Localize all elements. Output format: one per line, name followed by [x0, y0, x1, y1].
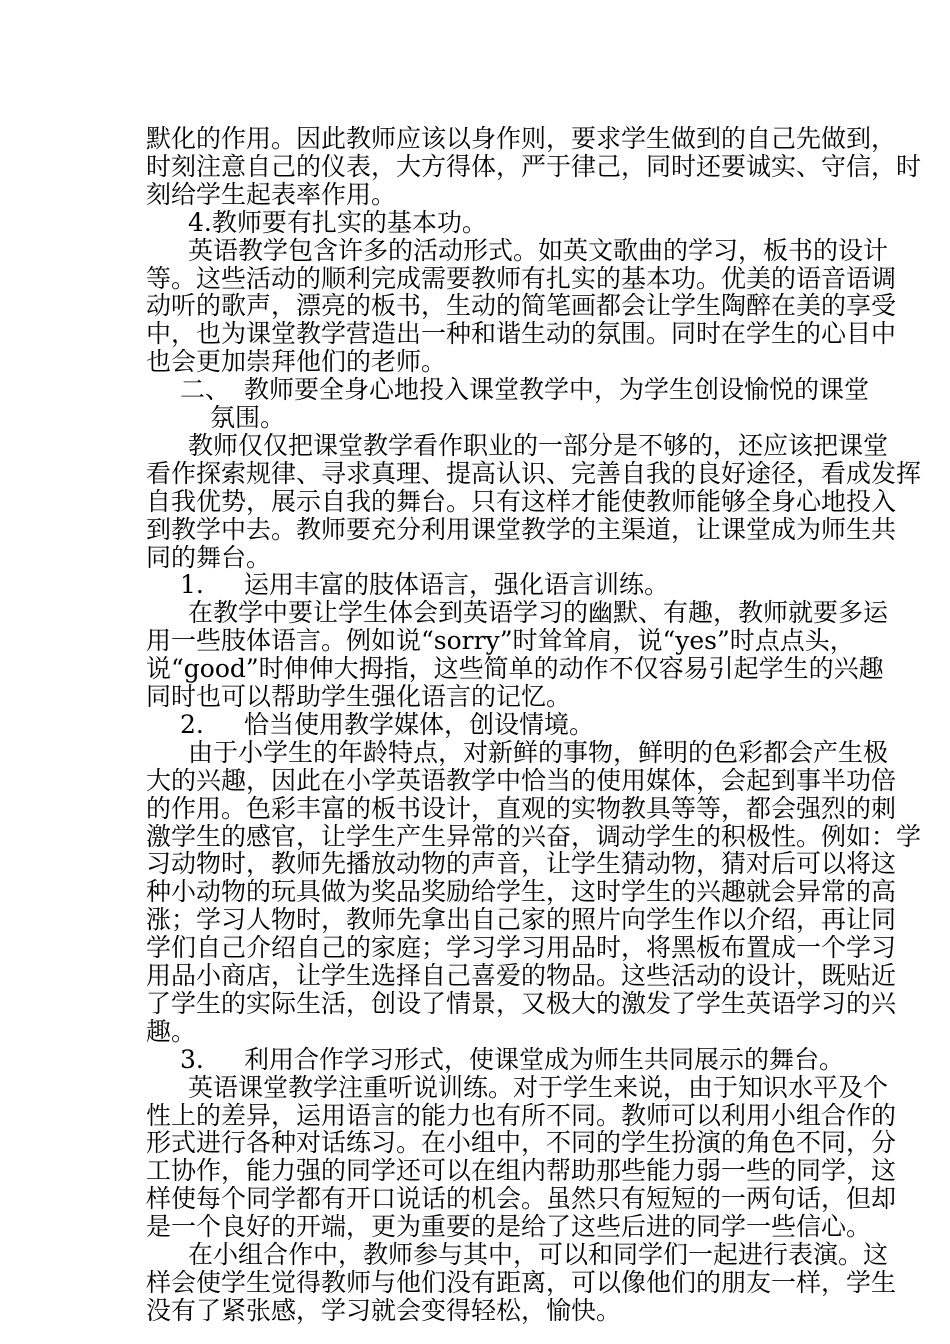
paragraph-line: 在教学中要让学生体会到英语学习的幽默、有趣，教师就要多运 [188, 598, 889, 628]
section-heading: 氛围。 [210, 403, 286, 432]
paragraph-line: 没有了紧张感，学习就会变得轻松，愉快。 [146, 1295, 622, 1325]
paragraph-line: 学们自己介绍自己的家庭；学习学习用品时，将黑板布置成一个学习 [146, 933, 897, 963]
paragraph-line: 样使每个同学都有开口说话的机会。虽然只有短短的一两句话，但却 [146, 1184, 897, 1214]
paragraph-line: 了学生的实际生活，创设了情景，又极大的激发了学生英语学习的兴 [146, 988, 897, 1018]
paragraph-line: 中，也为课堂教学营造出一种和谐生动的氛围。同时在学生的心目中 [146, 319, 897, 349]
paragraph-line: 刻给学生起表率作用。 [146, 179, 397, 209]
paragraph-line: 用品小商店，让学生选择自己喜爱的物品。这些活动的设计，既贴近 [146, 961, 897, 990]
section-heading: 运用丰富的肢体语言，强化语言训练。 [244, 570, 670, 600]
paragraph-line: 英语课堂教学注重听说训练。对于学生来说，由于知识水平及个 [188, 1072, 889, 1102]
paragraph-line: 习动物时，教师先播放动物的声音，让学生猜动物，猜对后可以将这 [146, 849, 897, 879]
paragraph-line: 英语教学包含许多的活动形式。如英文歌曲的学习，板书的设计 [188, 235, 889, 265]
paragraph-line: 也会更加崇拜他们的老师。 [146, 347, 447, 377]
section-heading: 4.教师要有扎实的基本功。 [188, 207, 487, 237]
paragraph-line: 同的舞台。 [146, 542, 272, 572]
paragraph-line: 默化的作用。因此教师应该以身作则，要求学生做到的自己先做到， [146, 124, 897, 153]
section-heading: 教师要全身心地投入课堂教学中，为学生创设愉悦的课堂 [244, 375, 870, 405]
paragraph-line: 用一些肢体语言。例如说“sorry”时耸耸肩，说“yes”时点点头， [146, 626, 855, 656]
paragraph-line: 形式进行各种对话练习。在小组中，不同的学生扮演的角色不同，分 [146, 1128, 897, 1158]
paragraph-line: 自我优势，展示自我的舞台。只有这样才能使教师能够全身心地投入 [146, 486, 897, 516]
section-heading: 利用合作学习形式，使课堂成为师生共同展示的舞台。 [244, 1044, 845, 1074]
paragraph-line: 大的兴趣，因此在小学英语教学中恰当的使用媒体，会起到事半功倍 [146, 765, 897, 795]
paragraph-line: 看作探索规律、寻求真理、提高认识、完善自我的良好途径，看成发挥 [146, 458, 922, 488]
paragraph-line: 同时也可以帮助学生强化语言的记忆。 [146, 682, 572, 711]
paragraph-line: 趣。 [146, 1016, 197, 1046]
paragraph-line: 涨；学习人物时，教师先拿出自己家的照片向学生作以介绍，再让同 [146, 905, 897, 935]
paragraph-line: 等。这些活动的顺利完成需要教师有扎实的基本功。优美的语音语调 [146, 263, 897, 293]
paragraph-line: 到教学中去。教师要充分利用课堂教学的主渠道，让课堂成为师生共 [146, 514, 897, 544]
section-number: 3. [180, 1044, 204, 1074]
paragraph-line: 说“good”时伸伸大拇指，这些简单的动作不仅容易引起学生的兴趣 [146, 654, 884, 684]
paragraph-line: 是一个良好的开端，更为重要的是给了这些后进的同学一些信心。 [146, 1212, 872, 1242]
section-number: 二、 [180, 375, 231, 405]
paragraph-line: 样会使学生觉得教师与他们没有距离，可以像他们的朋友一样，学生 [146, 1267, 897, 1297]
section-heading: 恰当使用教学媒体，创设情境。 [244, 709, 595, 739]
paragraph-line: 时刻注意自己的仪表，大方得体，严于律己，同时还要诚实、守信，时 [146, 151, 922, 181]
paragraph-line: 由于小学生的年龄特点，对新鲜的事物，鲜明的色彩都会产生极 [188, 737, 889, 767]
paragraph-line: 动听的歌声，漂亮的板书，生动的简笔画都会让学生陶醉在美的享受 [146, 291, 897, 321]
section-number: 1. [180, 570, 204, 600]
paragraph-line: 在小组合作中，教师参与其中，可以和同学们一起进行表演。这 [188, 1240, 889, 1269]
paragraph-line: 工协作，能力强的同学还可以在组内帮助那些能力弱一些的同学，这 [146, 1156, 897, 1186]
paragraph-line: 的作用。色彩丰富的板书设计，直观的实物教具等等，都会强烈的刺 [146, 793, 897, 823]
paragraph-line: 教师仅仅把课堂教学看作职业的一部分是不够的，还应该把课堂 [188, 430, 889, 460]
paragraph-line: 种小动物的玩具做为奖品奖励给学生，这时学生的兴趣就会异常的高 [146, 877, 897, 907]
section-number: 2. [180, 709, 204, 739]
paragraph-line: 性上的差异，运用语言的能力也有所不同。教师可以利用小组合作的 [146, 1100, 897, 1130]
paragraph-line: 激学生的感官，让学生产生异常的兴奋，调动学生的积极性。例如：学 [146, 821, 922, 851]
